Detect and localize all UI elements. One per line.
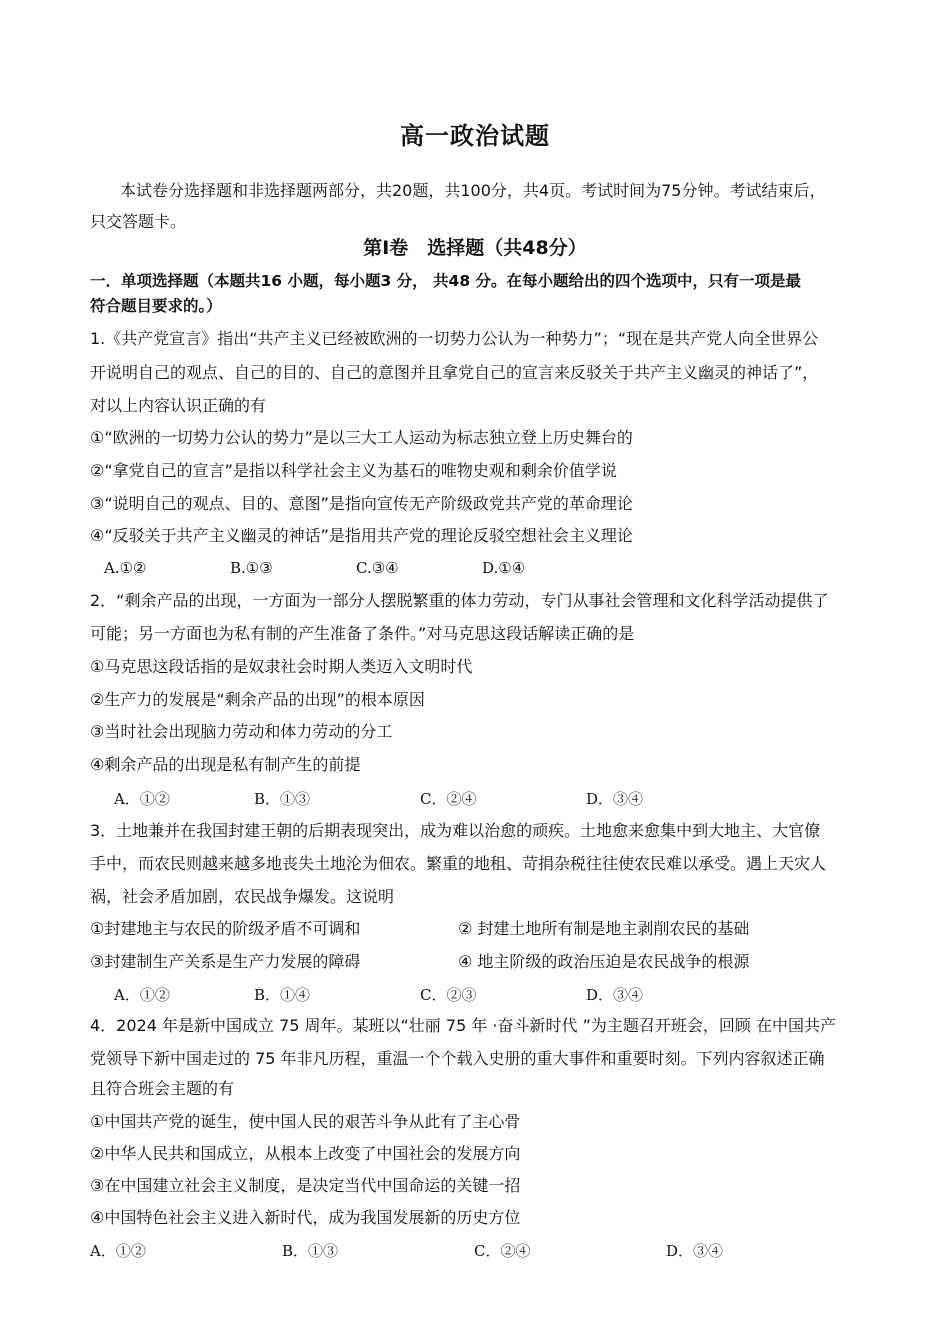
q3-statement-row-2 xyxy=(90,951,870,975)
q4-stem-line-3: 且符合班会主题的有 xyxy=(90,1079,235,1098)
instruction-line-2: 符合题目要求的。） xyxy=(90,297,222,315)
q3-option-a: A．①② xyxy=(114,986,170,1004)
q4-option-a: A．①② xyxy=(90,1242,146,1260)
q2-statement-3: ③当时社会出现脑力劳动和体力劳动的分工 xyxy=(90,722,393,741)
q1-stem-line-1: 1.《共产党宣言》指出“共产主义已经被欧洲的一切势力公认为一种势力”；“现在是共产党人向全世界公 xyxy=(90,329,819,348)
q1-statement-1: ①“欧洲的一切势力公认的势力”是以三大工人运动为标志独立登上历史舞台的 xyxy=(90,428,633,447)
q3-stem-line-2: 手中，而农民则越来越多地丧失土地沦为佃农。繁重的地租、苛捐杂税往往使农民难以承受。遇上天灾人 xyxy=(90,854,827,873)
q2-option-c: C．②④ xyxy=(420,790,477,808)
q3-statement-4: ④ 地主阶级的政治压迫是农民战争的根源 xyxy=(458,952,750,971)
page-title: 高一政治试题 xyxy=(400,122,550,150)
q2-stem-line-1: 2．“剩余产品的出现，一方面为一部分人摆脱繁重的体力劳动，专门从事社会管理和文化科学活动提供了 xyxy=(90,591,829,610)
q3-statement-1: ①封建地主与农民的阶级矛盾不可调和 xyxy=(90,919,361,938)
q3-statement-3: ③封建制生产关系是生产力发展的障碍 xyxy=(90,952,361,971)
q3-options xyxy=(90,984,870,1006)
q1-statement-3: ③“说明自己的观点、目的、意图”是指向宣传无产阶级政党共产党的革命理论 xyxy=(90,494,633,513)
q1-option-b: B.①③ xyxy=(230,559,273,577)
q4-statement-4: ④中国特色社会主义进入新时代，成为我国发展新的历史方位 xyxy=(90,1208,521,1227)
q3-option-d: D．③④ xyxy=(586,986,644,1004)
q4-option-c: C．②④ xyxy=(474,1242,531,1260)
q4-stem-line-1: 4．2024 年是新中国成立 75 周年。某班以“壮丽 75 年 ·奋斗新时代 ”为主题召开班会，回顾 在中国共产 xyxy=(90,1016,836,1035)
q2-option-a: A．①② xyxy=(114,790,170,808)
q4-options xyxy=(90,1240,870,1262)
q2-option-d: D．③④ xyxy=(586,790,644,808)
q3-stem-line-3: 祸，社会矛盾加剧，农民战争爆发。这说明 xyxy=(90,887,395,906)
instruction-line-1: 一．单项选择题（本题共16 小题，每小题3 分， 共48 分。在每小题给出的四个选项中，只有一项是最 xyxy=(90,272,802,290)
q1-statement-2: ②“拿党自己的宣言”是指以科学社会主义为基石的唯物史观和剩余价值学说 xyxy=(90,461,617,480)
q3-statement-row-1 xyxy=(90,918,870,942)
q2-option-b: B．①③ xyxy=(254,790,311,808)
intro-line-1: 本试卷分选择题和非选择题两部分，共20题，共100分，共4页。考试时间为75分钟。考试结束后， xyxy=(120,181,826,200)
q3-option-b: B．①④ xyxy=(254,986,311,1004)
q1-stem-line-3: 对以上内容认识正确的有 xyxy=(90,396,267,415)
q4-statement-2: ②中华人民共和国成立，从根本上改变了中国社会的发展方向 xyxy=(90,1144,521,1163)
q4-option-d: D．③④ xyxy=(666,1242,724,1260)
q4-statement-1: ①中国共产党的诞生，使中国人民的艰苦斗争从此有了主心骨 xyxy=(90,1112,521,1131)
q2-statement-2: ②生产力的发展是“剩余产品的出现”的根本原因 xyxy=(90,690,425,709)
q1-option-a: A.①② xyxy=(104,559,147,577)
q3-statement-2: ② 封建土地所有制是地主剥削农民的基础 xyxy=(458,919,750,938)
q2-statement-4: ④剩余产品的出现是私有制产生的前提 xyxy=(90,755,361,774)
q2-statement-1: ①马克思这段话指的是奴隶社会时期人类迈入文明时代 xyxy=(90,657,473,676)
q4-option-b: B．①③ xyxy=(282,1242,339,1260)
q3-stem-line-1: 3．土地兼并在我国封建王朝的后期表现突出，成为难以治愈的顽疾。土地愈来愈集中到大地主、大官僚 xyxy=(90,821,821,840)
q1-option-c: C.③④ xyxy=(356,559,399,577)
q4-statement-3: ③在中国建立社会主义制度，是决定当代中国命运的关键一招 xyxy=(90,1176,521,1195)
q1-stem-line-2: 开说明自己的观点、自己的目的、自己的意图并且拿党自己的宣言来反驳关于共产主义幽灵的神话了”， xyxy=(90,363,819,382)
q1-statement-4: ④“反驳关于共产主义幽灵的神话”是指用共产党的理论反驳空想社会主义理论 xyxy=(90,526,633,545)
section-heading: 第Ⅰ卷 选择题（共48分） xyxy=(363,237,587,259)
q2-options xyxy=(90,788,870,810)
q2-stem-line-2: 可能；另一方面也为私有制的产生准备了条件。”对马克思这段话解读正确的是 xyxy=(90,624,635,643)
q1-option-d: D.①④ xyxy=(482,559,526,577)
q1-options xyxy=(90,559,870,581)
q3-option-c: C．②③ xyxy=(420,986,477,1004)
q4-stem-line-2: 党领导下新中国走过的 75 年非凡历程，重温一个个载入史册的重大事件和重要时刻。下列内容叙述正确 xyxy=(90,1049,825,1068)
intro-line-2: 只交答题卡。 xyxy=(90,212,187,231)
